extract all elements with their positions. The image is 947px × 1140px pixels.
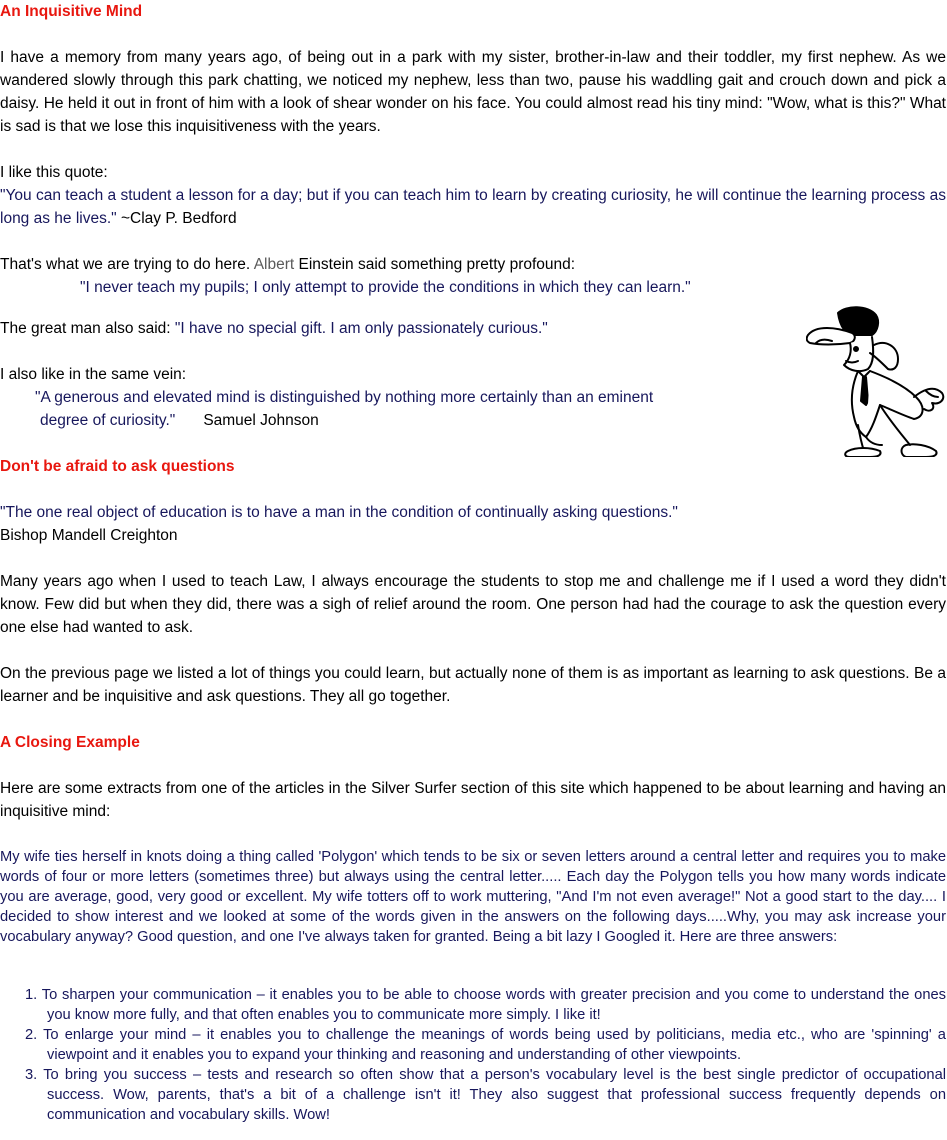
curious-man-cartoon-icon bbox=[806, 305, 946, 457]
einstein-intro-pre: That's what we are trying to do here. bbox=[0, 256, 254, 273]
einstein-intro-post: Einstein said something pretty profound: bbox=[294, 256, 576, 273]
einstein-name: Albert bbox=[253, 256, 295, 273]
einstein-quote: "I never teach my pupils; I only attempt to provide the conditions in which they can learn." bbox=[80, 279, 691, 296]
reason-text: To sharpen your communication – it enables you to be able to choose words with greater precision and you come to understand the ones you know more fully, and that often enables you to communicate more simply. I like it! bbox=[41, 987, 946, 1023]
memory-paragraph: I have a memory from many years ago, of being out in a park with my sister, brother-in-law and their toddler, my first nephew. As we wandered slowly through this park chatting, we noticed my nephew, less than two, pause his waddling gait and crouch down and pick a daisy. He held it out in front of him with a look of shear wonder on his face. You could almost read his tiny mind: "Wow, what is this?" What is sad is that we lose this inquisitiveness with the years. bbox=[0, 49, 946, 135]
law-paragraph: Many years ago when I used to teach Law, I always encourage the students to stop me and challenge me if I used a word they didn't know. Few did but when they did, there was a sigh of relief around the room. One person had had the courage to ask the question every one else had wanted to ask. bbox=[0, 573, 946, 636]
closing-intro: Here are some extracts from one of the articles in the Silver Surfer section of this site which happened to be about learning and having an inquisitive mind: bbox=[0, 780, 946, 820]
creighton-author: Bishop Mandell Creighton bbox=[0, 527, 178, 544]
reason-item bbox=[25, 1025, 946, 1065]
bedford-quote-text: "You can teach a student a lesson for a day; but if you can teach him to learn by creating curiosity, he will continue the learning process as long as he lives." bbox=[0, 187, 946, 227]
bedford-quote-author: ~Clay P. Bedford bbox=[116, 210, 237, 227]
heading-inquisitive-mind: An Inquisitive Mind bbox=[0, 3, 143, 20]
johnson-quote-line2 bbox=[40, 409, 800, 432]
polygon-paragraph: My wife ties herself in knots doing a thing called 'Polygon' which tends to be six or seven letters around a central letter and requires you to make words of four or more letters (sometimes three) but always using the central letter..... Each day the Polygon tells you how many words indicate you are average, good, very good or excellent. My wife totters off to work muttering, "And I'm not even average!" Not a good start to the day.... I decided to show interest and we looked at some of the words given in the answers on the following days.....Why, you may ask increase your vocabulary anyway? Good question, and one I've always taken for granted. Being a bit lazy I Googled it. Here are three answers: bbox=[0, 849, 946, 945]
creighton-quote: "The one real object of education is to have a man in the condition of continually asking questions." bbox=[0, 504, 678, 521]
johnson-quote-end: degree of curiosity." bbox=[40, 412, 176, 429]
reason-text: To bring you success – tests and research so often show that a person's vocabulary level is the best single predictor of occupational success. Wow, parents, that's a bit of a challenge isn't it! They also suggest that professional success frequently depends on communication and vocabulary skills. Wow! bbox=[43, 1067, 946, 1123]
great-man-pre: The great man also said: bbox=[0, 320, 175, 337]
vein-intro: I also like in the same vein: bbox=[0, 366, 187, 383]
quote-intro: I like this quote: bbox=[0, 164, 108, 181]
heading-closing-example: A Closing Example bbox=[0, 734, 140, 751]
reasons-list bbox=[0, 985, 946, 1125]
great-man-line bbox=[0, 317, 790, 340]
reason-number: 3. bbox=[25, 1067, 38, 1083]
reason-item bbox=[25, 1065, 946, 1125]
einstein-intro bbox=[0, 253, 946, 276]
previous-page-paragraph: On the previous page we listed a lot of things you could learn, but actually none of them is as important as learning to ask questions. Be a learner and be inquisitive and ask questions. They all go together. bbox=[0, 665, 946, 705]
reason-text: To enlarge your mind – it enables you to challenge the meanings of words being used by politicians, media etc., who are 'spinning' a viewpoint and it enables you to expand your thinking and reasoning and understanding of other viewpoints. bbox=[43, 1027, 946, 1063]
reason-number: 2. bbox=[25, 1027, 38, 1043]
bedford-quote bbox=[0, 184, 946, 230]
great-man-quote: "I have no special gift. I am only passionately curious." bbox=[174, 320, 548, 337]
reason-number: 1. bbox=[25, 987, 38, 1003]
heading-ask-questions: Don't be afraid to ask questions bbox=[0, 458, 235, 475]
johnson-author: Samuel Johnson bbox=[203, 412, 319, 429]
reason-item bbox=[25, 985, 946, 1025]
johnson-quote-line1: "A generous and elevated mind is distinguished by nothing more certainly than an eminent bbox=[35, 389, 654, 406]
